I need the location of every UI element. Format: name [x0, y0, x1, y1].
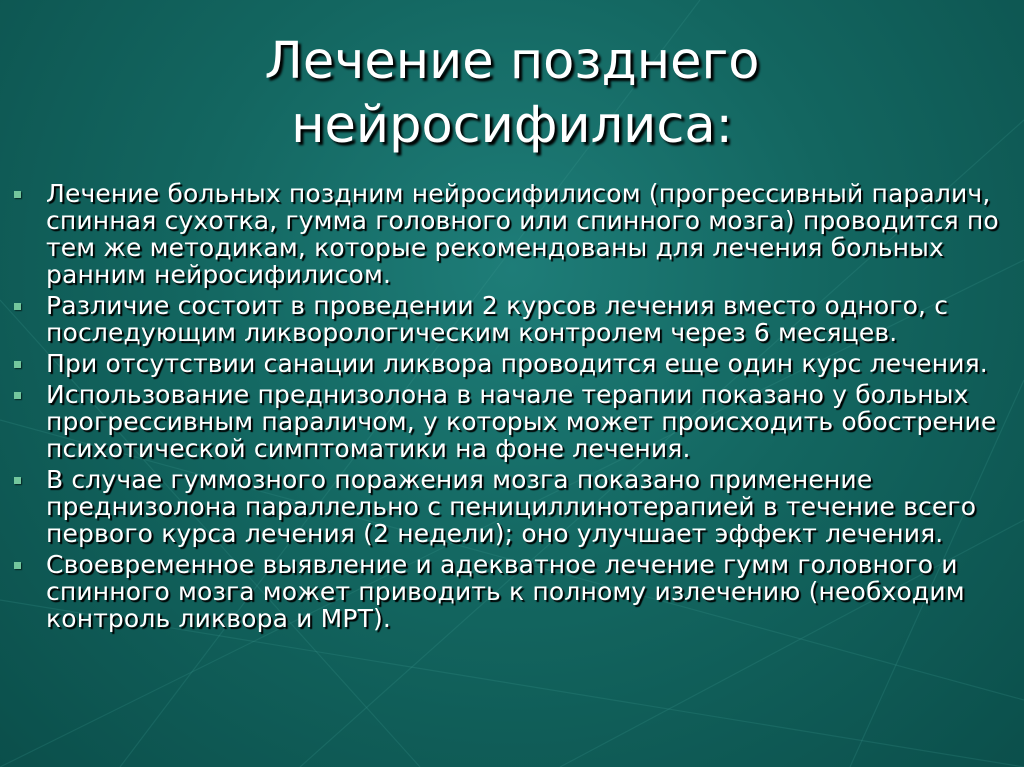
bullet-text: В случае гуммозного поражения мозга показано применение преднизолона параллельно с пенициллинотерапией в течение всего первого курса лечения (2 недели); оно улучшает эффект лечения.: [46, 465, 977, 548]
square-bullet-icon: [14, 303, 21, 310]
slide-title: [0, 30, 1024, 158]
square-bullet-icon: [14, 191, 21, 198]
bullet-item: [8, 381, 1018, 462]
bullet-text: Лечение больных поздним нейросифилисом (прогрессивный паралич, спинная сухотка, гумма головного или спинного мозга) проводится по тем же методикам, которые рекомендованы для лечения больных ранним нейросифилисом.: [46, 179, 999, 289]
square-bullet-icon: [14, 477, 21, 484]
square-bullet-icon: [14, 562, 21, 569]
bullet-list: [8, 180, 1018, 636]
bullet-item: [8, 350, 1018, 377]
bullet-text: Различие состоит в проведении 2 курсов лечения вместо одного, с последующим ликворологическим контролем через 6 месяцев.: [46, 291, 949, 347]
bullet-item: [8, 180, 1018, 288]
square-bullet-icon: [14, 361, 21, 368]
bullet-text: При отсутствии санации ликвора проводится еще один курс лечения.: [46, 349, 988, 378]
slide-title-line-1: Лечение позднего: [264, 32, 760, 91]
slide-title-line-2: нейросифилиса:: [291, 96, 733, 155]
bullet-item: [8, 551, 1018, 632]
bullet-text: Использование преднизолона в начале терапии показано у больных прогрессивным параличом, у которых может происходить обострение психотической симптоматики на фоне лечения.: [46, 380, 997, 463]
bullet-text: Своевременное выявление и адекватное лечение гумм головного и спинного мозга может приводить к полному излечению (необходим контроль ликвора и МРТ).: [46, 550, 965, 633]
bullet-item: [8, 466, 1018, 547]
bullet-item: [8, 292, 1018, 346]
square-bullet-icon: [14, 392, 21, 399]
